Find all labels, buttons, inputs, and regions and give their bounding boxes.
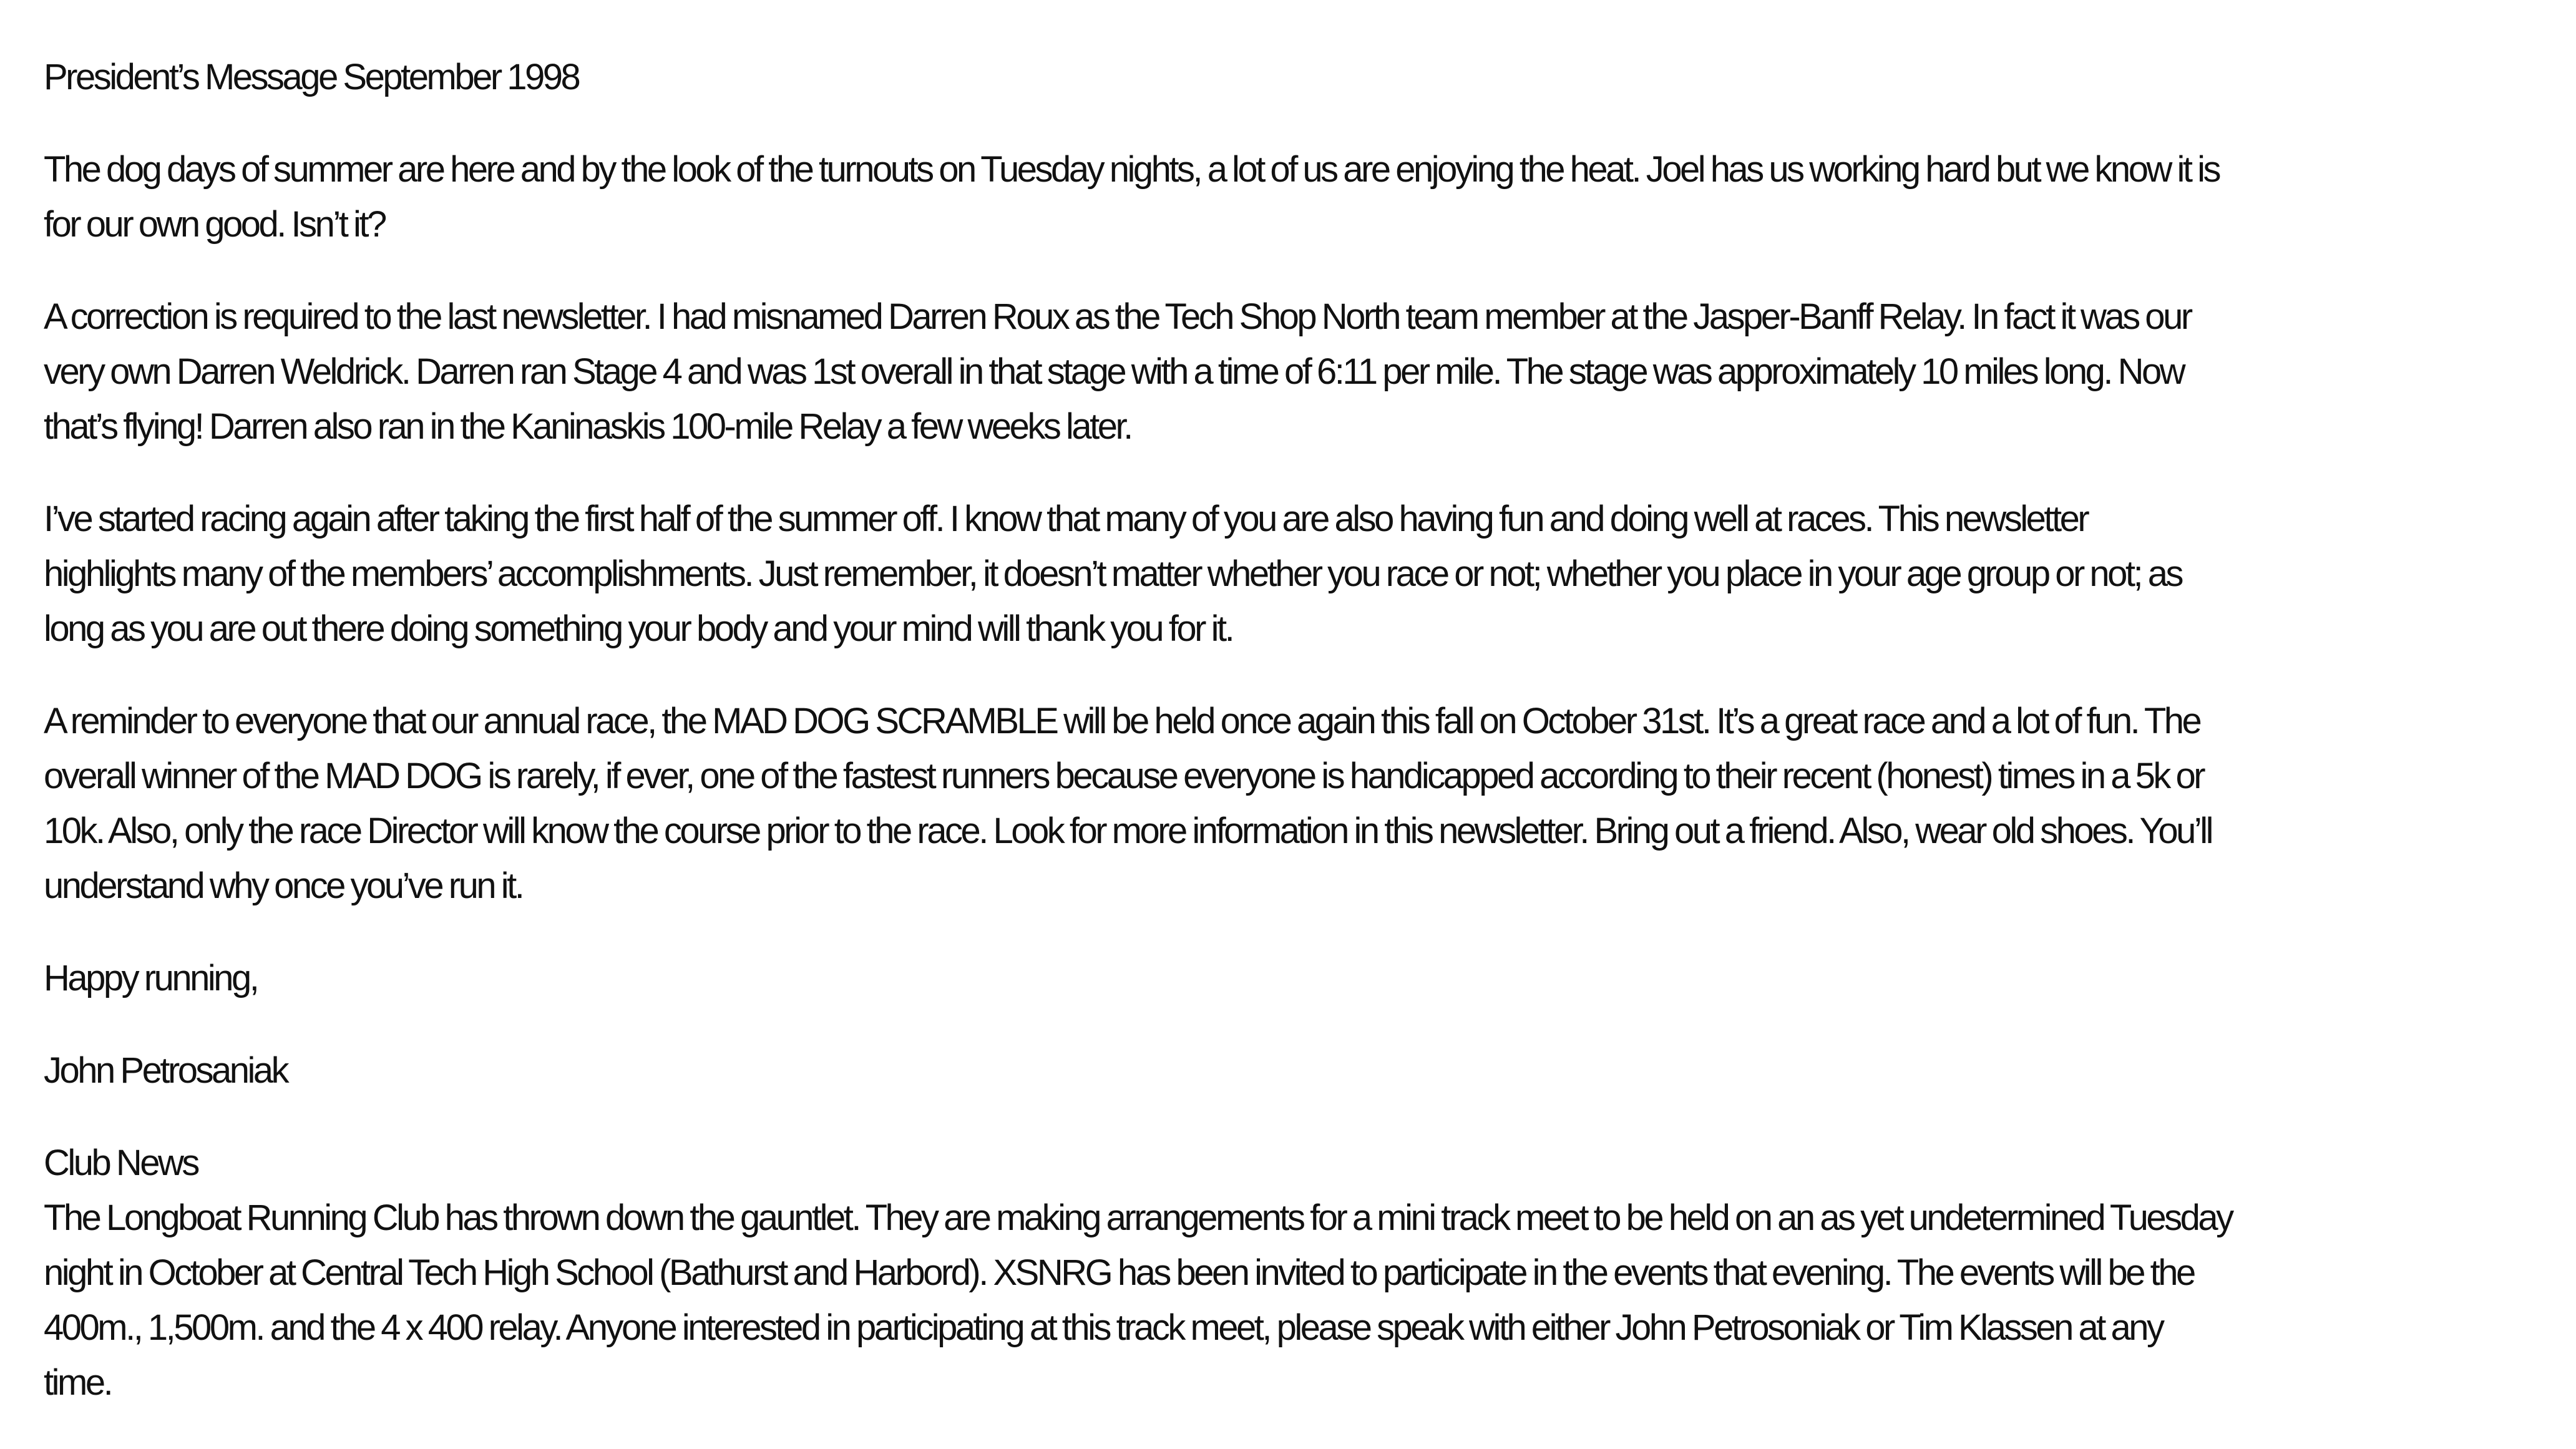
text-line: long as you are out there doing something your body and your mind will thank you for it. [44, 608, 1233, 649]
text-line: overall winner of the MAD DOG is rarely, if ever, one of the fastest runners because everyone is handicapped according to their recent (honest) times in a 5k or [44, 756, 2204, 796]
text-line: The Longboat Running Club has thrown down the gauntlet. They are making arrangements for a mini track meet to be held on an as yet undetermined Tuesday [44, 1198, 2232, 1238]
closing-line: Happy running, [44, 958, 258, 998]
text-line: time. [44, 1362, 112, 1403]
text-line: The dog days of summer are here and by the look of the turnouts on Tuesday nights, a lot of us are enjoying the heat. Joel has us working hard but we know it is [44, 149, 2219, 190]
intro-paragraph [44, 142, 2526, 252]
racing-paragraph [44, 492, 2526, 656]
club-news-section [44, 1136, 2526, 1410]
correction-paragraph [44, 290, 2526, 454]
text-line: A correction is required to the last newsletter. I had misnamed Darren Roux as the Tech Shop North team member at the Jasper-Banff Relay. In fact it was our [44, 296, 2191, 337]
text-line: that’s flying! Darren also ran in the Kaninaskis 100-mile Relay a few weeks later. [44, 406, 1131, 447]
text-line: understand why once you’ve run it. [44, 866, 523, 906]
text-line: highlights many of the members’ accomplishments. Just remember, it doesn’t matter whether you race or not; whether you place in your age group or not; as [44, 554, 2182, 594]
text-line: night in October at Central Tech High School (Bathurst and Harbord). XSNRG has been invited to participate in the events that evening. The events will be the [44, 1252, 2194, 1293]
text-line: for our own good. Isn’t it? [44, 204, 385, 245]
text-line: very own Darren Weldrick. Darren ran Stage 4 and was 1st overall in that stage with a time of 6:11 per mile. The stage was approximately 10 miles long. Now [44, 351, 2184, 392]
mad-dog-paragraph [44, 694, 2526, 914]
section-heading: Club News [44, 1143, 198, 1183]
signature: John Petrosaniak [44, 1050, 288, 1091]
text-line: I’ve started racing again after taking the first half of the summer off. I know that many of you are also having fun and doing well at races. This newsletter [44, 499, 2088, 539]
text-line: 10k. Also, only the race Director will know the course prior to the race. Look for more information in this newsletter. Bring out a friend. Also, wear old shoes. You’ll [44, 811, 2212, 851]
text-line: 400m., 1,500m. and the 4 x 400 relay. Anyone interested in participating at this track meet, please speak with either John Petrosoniak or Tim Klassen at any [44, 1307, 2163, 1348]
text-line: A reminder to everyone that our annual race, the MAD DOG SCRAMBLE will be held once again this fall on October 31st. It’s a great race and a lot of fun. The [44, 701, 2200, 741]
page-title: President’s Message September 1998 [44, 57, 579, 97]
